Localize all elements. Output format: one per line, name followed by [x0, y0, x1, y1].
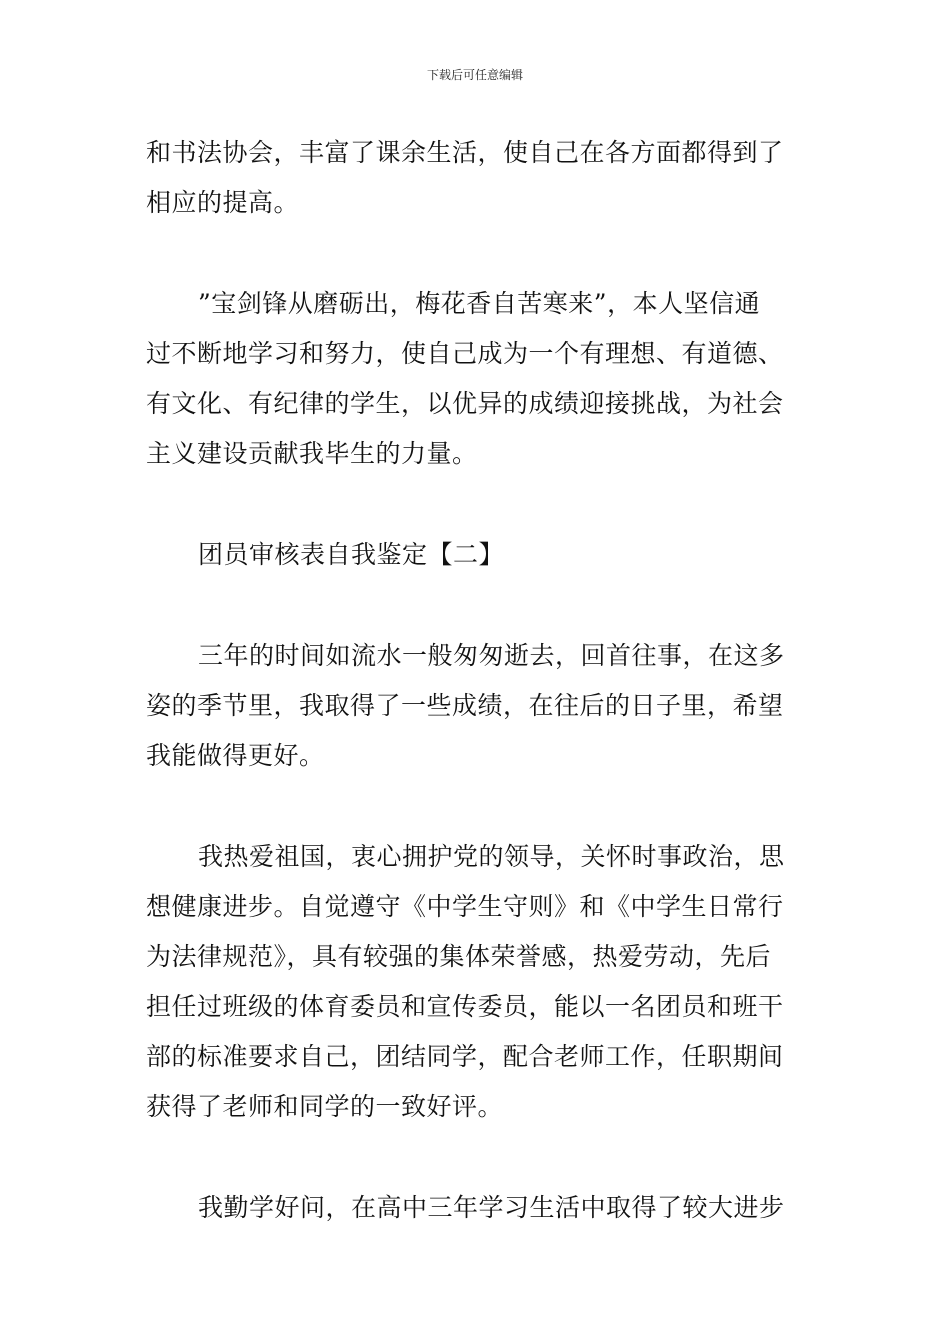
paragraph-4	[146, 832, 812, 1132]
text-line: 我热爱祖国，衷心拥护党的领导，关怀时事政治，思	[198, 842, 785, 871]
paragraph-gap	[146, 781, 812, 832]
text-line: 有文化、有纪律的学生，以优异的成绩迎接挑战，为社会	[146, 389, 784, 418]
text-line: 相应的提高。	[146, 188, 300, 217]
text-line: 担任过班级的体育委员和宣传委员，能以一名团员和班干	[146, 992, 784, 1021]
page-header: 下载后可任意编辑	[426, 68, 523, 82]
text-line: 姿的季节里，我取得了一些成绩，在往后的日子里，希望	[146, 691, 784, 720]
text-line: 过不断地学习和努力，使自己成为一个有理想、有道德、	[146, 339, 784, 368]
text-line: 三年的时间如流水一般匆匆逝去，回首往事，在这多	[198, 641, 785, 670]
text-line: 我勤学好问，在高中三年学习生活中取得了较大进步	[198, 1193, 785, 1222]
text-line: 和书法协会，丰富了课余生活，使自己在各方面都得到了	[146, 138, 784, 167]
paragraph-5	[146, 1183, 812, 1233]
text-line: 获得了老师和同学的一致好评。	[146, 1092, 504, 1121]
paragraph-gap	[146, 479, 812, 530]
paragraph-2	[146, 279, 812, 479]
section-title: 团员审核表自我鉴定【二】	[198, 540, 505, 569]
text-line: 部的标准要求自己，团结同学，配合老师工作，任职期间	[146, 1042, 784, 1071]
paragraph-gap	[146, 580, 812, 631]
paragraph-gap	[146, 228, 812, 279]
text-line: 我能做得更好。	[146, 741, 325, 770]
text-line: ”宝剑锋从磨砺出，梅花香自苦寒来”，本人坚信通	[198, 289, 761, 318]
paragraph-gap	[146, 1132, 812, 1183]
text-line: 主义建设贡献我毕生的力量。	[146, 439, 478, 468]
section-heading	[146, 530, 812, 580]
text-line: 为法律规范》，具有较强的集体荣誉感，热爱劳动，先后	[146, 942, 772, 971]
paragraph-1	[146, 128, 812, 228]
document-body	[146, 128, 812, 1233]
text-line: 想健康进步。自觉遵守《中学生守则》和《中学生日常行	[146, 892, 784, 921]
paragraph-3	[146, 631, 812, 781]
